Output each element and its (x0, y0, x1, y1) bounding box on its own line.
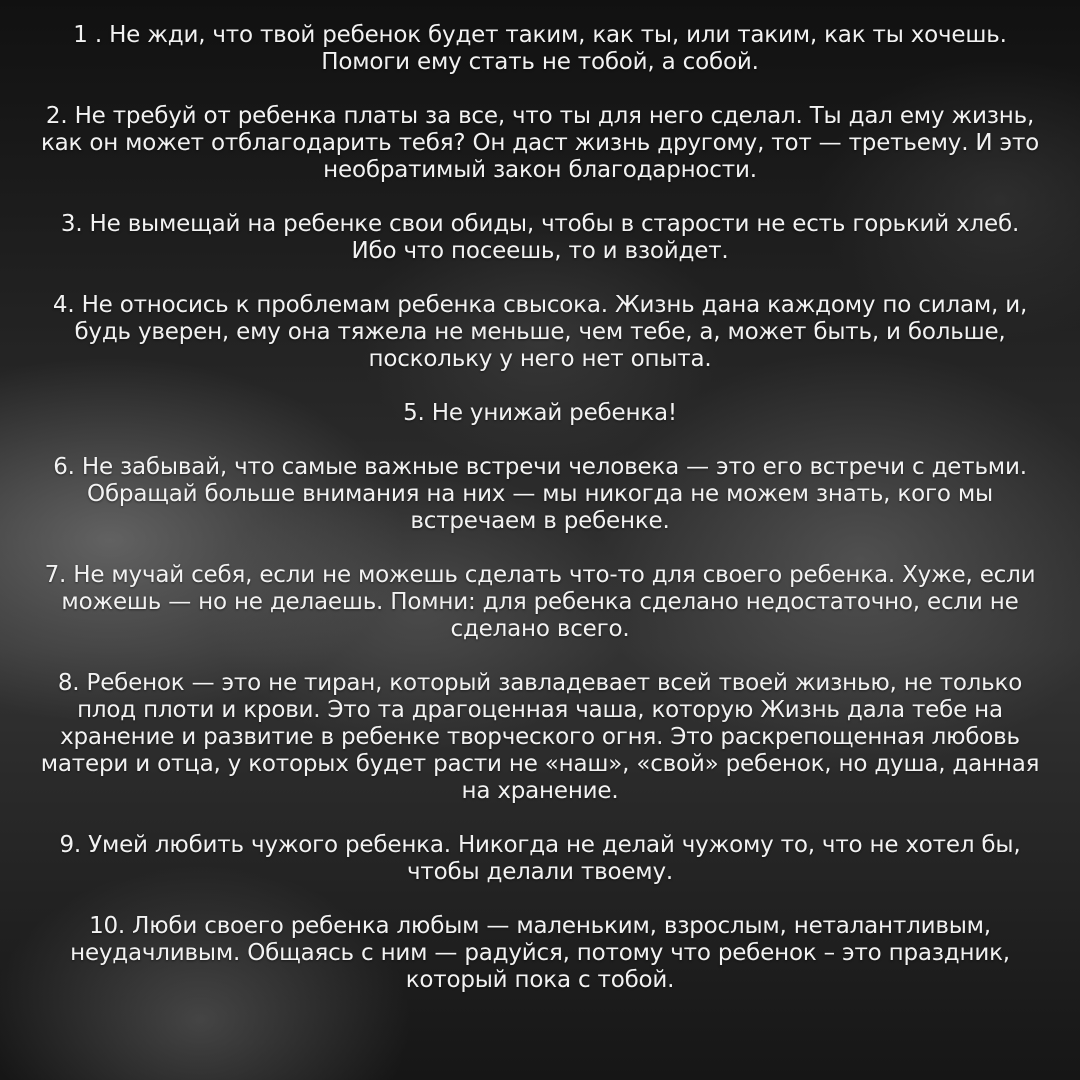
list-item-7: 7. Не мучай себя, если не можешь сделать что-то для своего ребенка. Хуже, если можешь — но не делаешь. Помни: для ребенка сделано недостаточно, если не сделано всего. (44, 562, 1036, 642)
list-item-4: 4. Не относись к проблемам ребенка свысока. Жизнь дана каждому по силам, и, будь уверен, ему она тяжела не меньше, чем тебе, а, может быть, и больше, поскольку у него нет опыта. (52, 292, 1028, 372)
list-item-6: 6. Не забывай, что самые важные встречи человека — это его встречи с детьми. Обращай больше внимания на них — мы никогда не можем знать, кого мы встречаем в ребенке. (53, 454, 1027, 534)
list-item-5: 5. Не унижай ребенка! (403, 400, 677, 426)
list-item-1: 1 . Не жди, что твой ребенок будет таким, как ты, или таким, как ты хочешь. Помоги ему стать не тобой, а собой. (73, 22, 1007, 75)
list-item-10: 10. Люби своего ребенка любым — маленьким, взрослым, неталантливым, неудачливым. Общаясь с ним — радуйся, потому что ребенок – это праздник, который пока с тобой. (70, 913, 1010, 993)
text-block (40, 22, 1040, 994)
list-item-8: 8. Ребенок — это не тиран, который завладевает всей твоей жизнью, не только плод плоти и крови. Это та драгоценная чаша, которую Жизнь дала тебе на хранение и развитие в ребенке творческого огня. Это раскрепощенная любовь матери и отца, у которых будет расти не «наш», «свой» ребенок, но душа, данная на хранение. (40, 670, 1040, 804)
list-item-3: 3. Не вымещай на ребенке свои обиды, чтобы в старости не есть горький хлеб. Ибо что посеешь, то и взойдет. (60, 211, 1020, 264)
list-item-9: 9. Умей любить чужого ребенка. Никогда не делай чужому то, что не хотел бы, чтобы делали твоему. (59, 832, 1021, 885)
list-item-2: 2. Не требуй от ребенка платы за все, что ты для него сделал. Ты дал ему жизнь, как он может отблагодарить тебя? Он даст жизнь другому, тот — третьему. И это необратимый закон благодарности. (40, 103, 1040, 183)
